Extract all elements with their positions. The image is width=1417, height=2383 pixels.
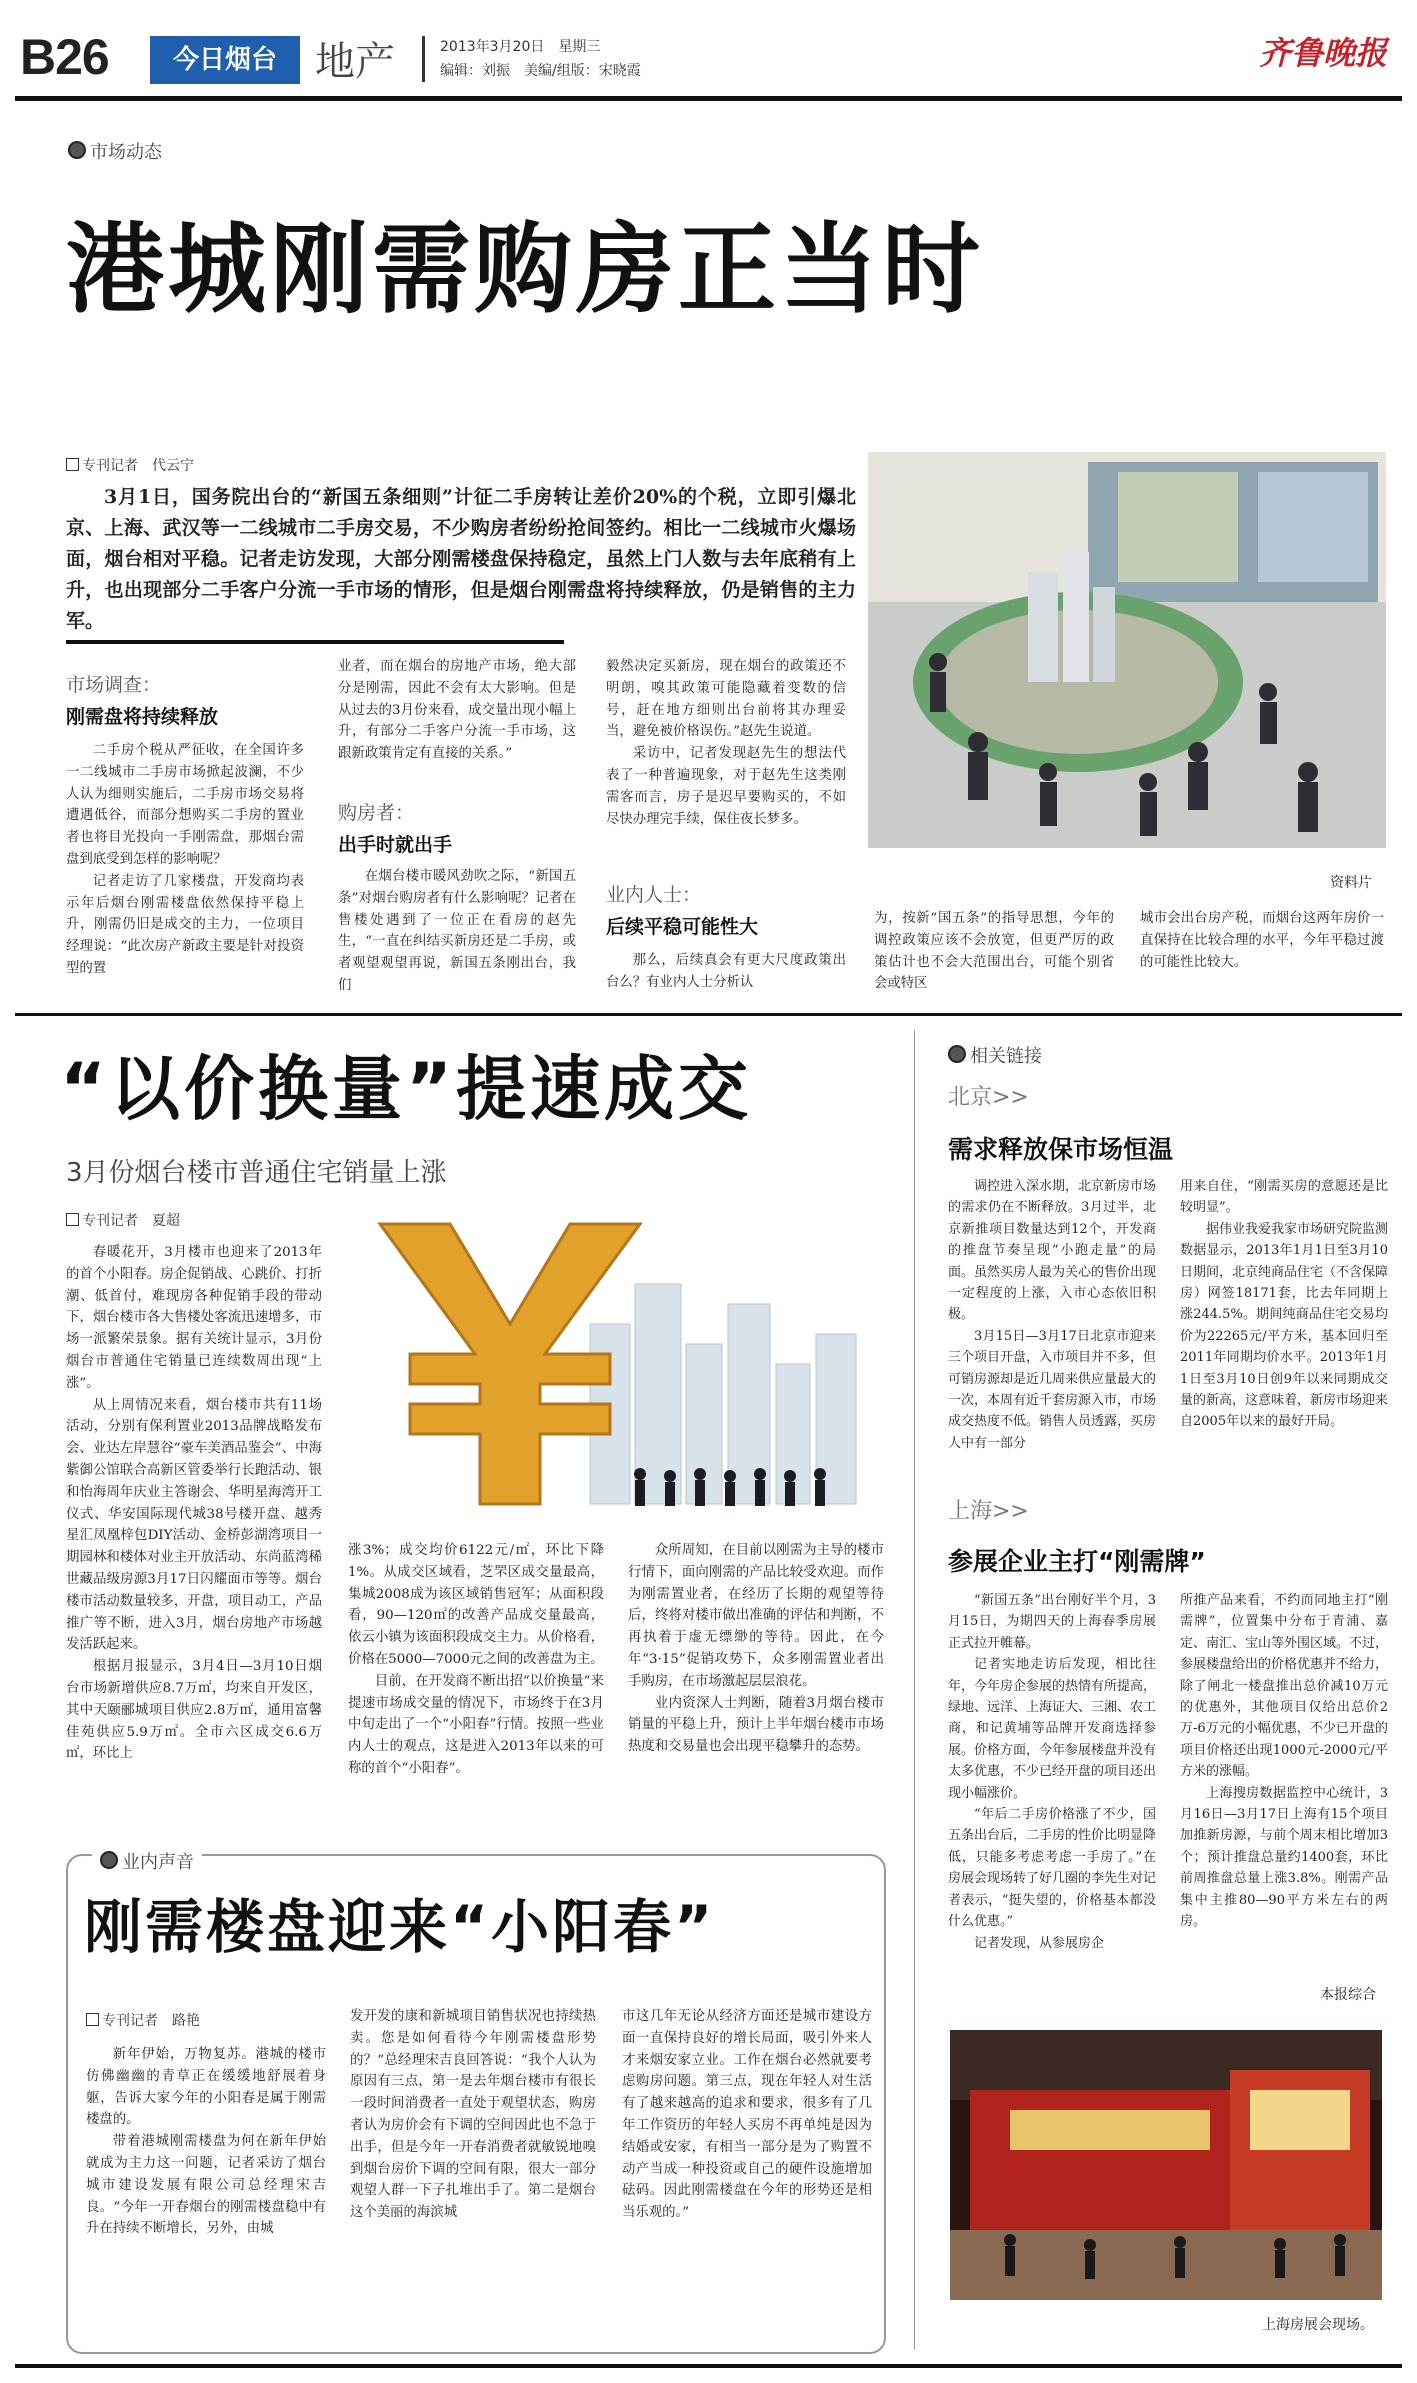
- footer-rule: [15, 2364, 1402, 2368]
- story1-column-3b: 那么，后续真会有更大尺度政策出台么？有业内人士分析认: [606, 953, 846, 990]
- section1-label: 市场调查：: [66, 674, 162, 696]
- story1-column-4: 为，按新“国五条”的指导思想，今年的调控政策应该不会放宽，但更严厉的政策估计也不会大范围出台，可能个别省会或特区: [874, 911, 1114, 992]
- story2-column-3: 众所周知，在目前以刚需为主导的楼市行情下，面向刚需的产品比较受欢迎。而作为刚需置业者，在经历了长期的观望等待后，终将对楼市做出准确的评估和判断，不再执着于虚无缥缈的等待。因此，在今年“3·15”促销攻势下，众多刚需置业者出手购房，在市场激起层层浪花。 业内资深人士判断，随着3月烟台楼市销量的平稳上升，预计上半年烟台楼市市场热度和交易量也会出现平稳攀升的态势。: [628, 1543, 884, 1755]
- sales-office-photo: [868, 452, 1386, 848]
- story1-column-2a: 业者，而在烟台的房地产市场，绝大部分是刚需，因此不会有太大影响。但是从过去的3月份来看，成交量出现小幅上升，有部分二手客户分流一手市场，这跟新政策肯定有直接的关系。”: [338, 659, 576, 762]
- expo-photo-illustration: [950, 2030, 1382, 2300]
- shanghai-column-1: “新国五条”出台刚好半个月，3月15日，为期四天的上海春季房展正式拉开帷幕。 记者实地走访后发现，相比往年，今年房企参展的热情有所提高，绿地、远洋、上海证大、三湘、农工商，和记黄埔等品牌开发商选择参展。价格方面，今年参展楼盘并没有太多优惠，不少已经开盘的项目还出现小幅涨价。 “年后二手房价格涨了不少，国五条出台后，二手房的性价比明显降低，只能多考虑考虑一手房了。”在房展会现场转了好几圈的李先生对记者表示，“挺失望的，价格基本都没什么优惠。” 记者发现，从参展房企: [948, 1593, 1156, 1951]
- lead-rule: [66, 640, 564, 644]
- shanghai-label: 上海>>: [948, 1499, 1029, 1524]
- story4-column-2: 发开发的康和新城项目销售状况也持续热卖。您是如何看待今年刚需楼盘形势的？”总经理宋吉良回答说：“我个人认为原因有三点，第一是去年烟台楼市有很长一段时间消费者一直处于观望状态，购房者认为房价会有下调的空间因此也不急于出手，但是今年一开春消费者就敏锐地嗅到烟台房价下调的空间有限，很大一部分观望人群一下子扎堆出手了。第二是烟台这个美丽的海滨城: [350, 2009, 596, 2221]
- story1-photo-caption: 资料片: [1330, 875, 1372, 891]
- story4-kicker: 业内声音: [92, 1848, 202, 1874]
- story1-column-5: 城市会出台房产税，而烟台这两年房价一直保持在比较合理的水平，今年平稳过渡的可能性比较大。: [1140, 911, 1384, 970]
- story4-column-1: 新年伊始，万物复苏。港城的楼市仿佛幽幽的青草正在缓缓地舒展着身躯，告诉大家今年的小阳春是属于刚需楼盘的。 带着港城刚需楼盘为何在新年伊始就成为主力这一问题，记者采访了烟台城市建设发展有限公司总经理宋吉良。“今年一开春烟台的刚需楼盘稳中有升在持续不断增长，另外，由城: [86, 2047, 326, 2237]
- header-rule: [15, 96, 1402, 101]
- story2-byline: 专刊记者 夏超: [66, 1210, 180, 1230]
- story1-column-3a: 毅然决定买新房，现在烟台的政策还不明朗，嗅其政策可能隐藏着变数的信号，赶在地方细则出台前将其办理妥当，避免被价格误伤。”赵先生说道。 采访中，记者发现赵先生的想法代表了一种普遍现象，对于赵先生这类刚需客而言，房子是迟早要购买的，不如尽快办理完手续，保住夜长梦多。: [606, 659, 846, 827]
- section2-label: 购房者：: [338, 802, 415, 824]
- story4-byline: 专刊记者 路艳: [86, 2010, 200, 2030]
- shanghai-column-2: 所推产品来看，不约而同地主打“刚需牌”，位置集中分布于青浦、嘉定、南汇、宝山等外围区域。不过，参展楼盘给出的价格优惠并不给力，除了闸北一楼盘推出总价减10万元的优惠外，其他项目仅给出总价2万-6万元的小幅优惠，不少已开盘的项目价格还出现1000元-2000元/平方米的涨幅。 上海搜房数据监控中心统计，3月16日—3月17日上海有15个项目加推新房源，与前个周末相比增加3个；预计推盘总量约1400套，环比前周推盘总量上涨3.8%。刚需产品集中主推80—90平方米左右的两房。: [1180, 1593, 1388, 1930]
- category-label: 地产: [315, 39, 395, 85]
- story3-kicker: 相关链接: [948, 1042, 1042, 1068]
- story4-column-3: 市这几年无论从经济方面还是城市建设方面一直保持良好的增长局面，吸引外来人才来烟安家立业。工作在烟台必然就要考虑购房问题。第三点，现在年轻人对生活有了越来越高的追求和要求，很多有了几年工作资历的年轻人买房不再单纯是因为结婚或安家，有相当一部分是为了购置不动产当成一种投资或自己的硬件设施增加砝码。因此刚需楼盘在今年的形势还是相当乐观的。”: [622, 2009, 872, 2221]
- story4-headline: 刚需楼盘迎来“小阳春”: [84, 1893, 716, 1961]
- section3-label: 业内人士：: [606, 884, 702, 906]
- story1-column-2b: 在烟台楼市暖风劲吹之际，“新国五条”对烟台购房者有什么影响呢？记者在售楼处遇到了一位正在看房的赵先生，“一直在纠结买新房还是二手房，或者观望观望再说，新国五条刚出台，我们: [338, 869, 576, 993]
- beijing-label: 北京>>: [948, 1085, 1029, 1110]
- photo-illustration: [868, 452, 1386, 848]
- story2-subheadline: 3月份烟台楼市普通住宅销量上涨: [66, 1158, 447, 1188]
- newspaper-masthead: 齐鲁晚报: [1258, 34, 1387, 72]
- shanghai-credit: 本报综合: [1320, 1987, 1376, 2003]
- section3-title: 后续平稳可能性大: [606, 916, 759, 938]
- section-badge: 今日烟台: [150, 36, 300, 84]
- story2-column-2: 涨3%；成交均价6122元/㎡，环比下降1%。从成交区域看，芝罘区成交量最高，集城2008成为该区域销售冠军；从面积段看，90—120㎡的改善产品成交量最高，依云小镇为该面积段成交主力。从价格看，价格在5000—7000元之间的改善盘为主。 目前，在开发商不断出招“以价换量”来提速市场成交量的情况下，市场终于在3月中旬走出了一个“小阳春”行情。按照一些业内人士的观点，这是进入2013年以来的可称的首个“小阳春”。: [348, 1543, 604, 1776]
- story1-headline: 港城刚需购房正当时: [66, 213, 985, 327]
- story1-lead: 3月1日，国务院出台的“新国五条细则”计征二手房转让差价20%的个税，立即引爆北京、上海、武汉等一二线城市二手房交易，不少购房者纷纷抢间签约。相比一二线城市火爆场面，烟台相对平稳。记者走访发现，大部分刚需楼盘保持稳定，虽然上门人数与去年底稍有上升，也出现部分二手客户分流一手市场的情形，但是烟台刚需盘将持续释放，仍是销售的主力军。: [66, 486, 856, 632]
- section1-title: 刚需盘将持续释放: [66, 706, 219, 728]
- yuan-graphic: [340, 1204, 900, 1524]
- page-number: B26: [20, 29, 109, 85]
- expo-photo: [950, 2030, 1382, 2300]
- story1-kicker: 市场动态: [68, 138, 162, 164]
- yuan-sign-illustration: [340, 1204, 900, 1524]
- beijing-column-2: 用来自住，“刚需买房的意愿还是比较明显”。 据伟业我爱我家市场研究院监测数据显示，2013年1月1日至3月10日期间，北京纯商品住宅（不含保障房）网签18171套，比去年同期上涨244.5%。期间纯商品住宅交易均价为22265元/平方米，基本回归至2011年同期均价水平。2013年1月1日至3月10日创9年以来同期成交量的新高，这意味着，新房市场迎来自2005年以来的最好开局。: [1180, 1179, 1388, 1430]
- header-divider: [422, 36, 425, 82]
- story1-byline: 专刊记者 代云宁: [66, 455, 194, 475]
- sidebar-divider: [914, 1030, 915, 2350]
- story1-column-1: 二手房个税从严征收，在全国许多一二线城市二手房市场掀起波澜，不少人认为细则实施后，二手房市场交易将遭遇低谷，而部分想购买二手房的置业者也将目光投向一手刚需盘，那烟台需盘到底受到怎样的影响呢？ 记者走访了几家楼盘，开发商均表示年后烟台刚需楼盘依然保持平稳上升，刚需仍旧是成交的主力，一位项目经理说：“此次房产新政主要是针对投资型的置: [66, 743, 304, 976]
- section2-title: 出手时就出手: [338, 834, 453, 856]
- date-line: 2013年3月20日 星期三: [440, 39, 601, 55]
- beijing-title: 需求释放保市场恒温: [948, 1135, 1174, 1164]
- shanghai-title: 参展企业主打“刚需牌”: [948, 1547, 1206, 1576]
- beijing-column-1: 调控进入深水期，北京新房市场的需求仍在不断释放。3月过半，北京新推项目数量达到12个，开发商的推盘节奏呈现“小跑走量”的局面。虽然买房人最为关心的售价出现一定程度的上涨，入市心态依旧积极。 3月15日—3月17日北京市迎来三个项目开盘，入市项目并不多，但可销房源却是近几周来供应量最大的一次，本周有近千套房源入市，市场成交热度不低。销售人员透露，买房人中有一部分: [948, 1179, 1156, 1451]
- editor-line: 编辑：刘振 美编/组版：宋晓霞: [440, 63, 641, 79]
- story2-headline: “以价换量”提速成交: [60, 1048, 753, 1130]
- story1-bottom-rule: [15, 1013, 1402, 1016]
- story2-column-1: 春暖花开，3月楼市也迎来了2013年的首个小阳春。房企促销战、心跳价、打折潮、低首付，难现房各种促销手段的带动下，烟台楼市各大售楼处客流迅速增多，市场一派繁荣景象。据有关统计显示，3月份烟台市普通住宅销量已连续数周出现“上涨”。 从上周情况来看，烟台楼市共有11场活动，分别有保利置业2013品牌战略发布会、业达左岸慧谷“豪车美酒品鉴会”、中海紫御公馆联合高新区管委举行长跑活动、银和怡海周年庆业主答谢会、华明星海湾开工仪式、华安国际现代城38号楼开盘、越秀星汇凤凰梓包DIY活动、金桥彭湖湾项目一期园林和楼体对业主开放活动、东尚蓝湾稀世藏品级房源3月17日闪耀面市等等。烟台楼市活动数量较多，开盘，项目动工，产品推广等不断，进入3月，烟台房地产市场越发活跃起来。 根据月报显示，3月4日—3月10日烟台市场新增供应8.7万㎡，均来自开发区，其中天颐郦城项目供应2.8万㎡，通用富馨佳苑供应5.9万㎡。全市六区成交6.6万㎡，环比上: [66, 1245, 322, 1762]
- expo-photo-caption: 上海房展会现场。: [1262, 2317, 1374, 2333]
